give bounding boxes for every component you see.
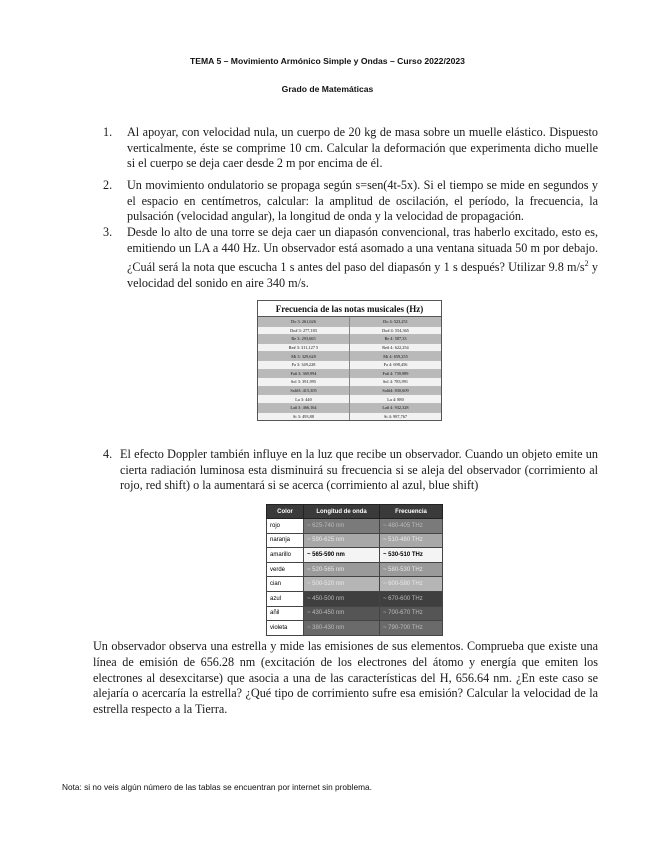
octave-4-cell: Do# 4: 554,365 [350,326,442,335]
color-name-cell: verde [267,562,304,577]
notes-table-row [258,378,441,387]
octave-3-cell: Sol 3: 391,995 [258,378,350,387]
octave-3-cell: Re 3: 293,665 [258,335,350,344]
color-table-row [267,591,443,606]
frequency-cell: ~ 670-600 THz [380,591,443,606]
octave-3-cell: Re# 3: 311,127 5 [258,343,350,352]
octave-3-cell: La 3: 440 [258,395,350,404]
notes-table-row [258,352,441,361]
frequency-cell: ~ 790-700 THz [380,621,443,636]
problem-2-number: 2. [103,178,113,192]
octave-4-cell: Si 4: 987,767 [350,412,442,420]
problem-4-number: 4. [103,447,113,461]
color-table-row [267,621,443,636]
octave-4-cell: La 4: 880 [350,395,442,404]
octave-4-cell: Fa# 4: 739,989 [350,369,442,378]
footer-note: Nota: si no veis algún número de las tablas se encuentran por internet sin problema. [62,782,372,792]
wavelength-column-header: Longitud de onda [304,505,380,519]
color-name-cell: naranja [267,533,304,548]
color-table-row [267,606,443,621]
octave-3-cell: Fa# 3: 369,994 [258,369,350,378]
frequency-cell: ~ 580-530 THz [380,562,443,577]
closing-paragraph: Un observador observa una estrella y mide las emisiones de sus elementos. Comprueba que existe una línea de emisión de 656.28 nm (excitación de los electrones del átomo y energía que emiten los electrones al desexcitarse) que asocia a una de las características del H, 656.64 nm. ¿En este caso se alejaría o acercaría la estrella? ¿Qué tipo de corrimiento sufre esa emisión? Calcular la velocidad de la estrella respecto a la Tierra. [93,639,598,717]
octave-3-cell: Do 3: 261,626 [258,318,350,327]
wavelength-cell: ~ 450-500 nm [304,591,380,606]
color-table-row [267,533,443,548]
octave-4-cell: Sol 4: 783,991 [350,378,442,387]
notes-table-row [258,318,441,327]
color-name-cell: azul [267,591,304,606]
frequency-cell: ~ 510-480 THz [380,533,443,548]
color-name-cell: rojo [267,519,304,534]
color-table-row [267,562,443,577]
octave-4-cell: Re# 4: 622,254 [350,343,442,352]
wavelength-cell: ~ 380-430 nm [304,621,380,636]
octave-3-cell: La# 3: 466,164 [258,403,350,412]
color-name-cell: violeta [267,621,304,636]
octave-4-cell: Do 4: 523,251 [350,318,442,327]
frequency-cell: ~ 480-405 THz [380,519,443,534]
notes-table-row [258,360,441,369]
octave-4-cell: Sol#4: 830,609 [350,386,442,395]
color-table-row [267,519,443,534]
frequency-cell: ~ 530-510 THz [380,548,443,563]
problem-1-number: 1. [103,125,113,139]
problem-3-number: 3. [103,225,113,239]
wavelength-cell: ~ 500-520 nm [304,577,380,592]
notes-table-row [258,369,441,378]
octave-3-cell: Do# 3: 277,183 [258,326,350,335]
octave-4-cell: Fa 4: 698,456 [350,360,442,369]
color-name-cell: añil [267,606,304,621]
document-subtitle: Grado de Matemáticas [281,84,374,94]
problem-4-text: El efecto Doppler también influye en la luz que recibe un observador. Cuando un objeto emite un cierta radiación luminosa esta disminuirá su frecuencia si se aleja del observador (corrimiento al rojo, red shift) o la aumentará si se acerca (corrimiento al azul, blue shift) [120,447,598,493]
frequency-cell: ~ 700-670 THz [380,606,443,621]
color-table-row [267,577,443,592]
problem-3-text: Desde lo alto de una torre se deja caer un diapasón convencional, tras haberlo excitado, esto es, emitiendo un LA a 440 Hz. Un observador está asomado a una ventana situada 50 m por debajo. ¿Cuál será la nota que escucha 1 s antes del paso del diapasón y 1 s después? Utilizar 9.8 $m/s^2$ y velocidad del sonido en aire 340 m/s. [127,225,598,290]
frequency-column-header: Frecuencia [380,505,443,519]
wavelength-cell: ~ 520-565 nm [304,562,380,577]
frequency-cell: ~ 600-580 THz [380,577,443,592]
notes-table-row [258,403,441,412]
octave-4-cell: La# 4: 932,328 [350,403,442,412]
notes-table-row [258,335,441,344]
notes-table-row [258,412,441,420]
octave-4-cell: Re 4: 587,33 [350,335,442,344]
problem-2-text: Un movimiento ondulatorio se propaga según s=sen(4t-5x). Si el tiempo se mide en segundos y el espacio en centímetros, calcular: la amplitud de oscilación, el período, la frecuencia, la pulsación (velocidad angular), la longitud de onda y la velocidad de propagación. [127,178,598,224]
color-table-row [267,548,443,563]
notes-table-row [258,326,441,335]
problem-1-text: Al apoyar, con velocidad nula, un cuerpo de 20 kg de masa sobre un muelle elástico. Dispuesto verticalmente, éste se comprime 10 cm. Calcular la deformación que experimenta dicho muelle si el cuerpo se deja caer desde 2 m por encima de él. [127,125,598,171]
notes-table-row [258,395,441,404]
wavelength-cell: ~ 625-740 nm [304,519,380,534]
color-name-cell: amarillo [267,548,304,563]
wavelength-cell: ~ 565-590 nm [304,548,380,563]
musical-notes-frequency-table [257,300,442,421]
octave-3-cell: Si 3: 493,88 [258,412,350,420]
document-title: TEMA 5 – Movimiento Armónico Simple y Ondas – Curso 2022/2023 [190,56,465,66]
wavelength-cell: ~ 590-625 nm [304,533,380,548]
octave-3-cell: Mi 3: 329,628 [258,352,350,361]
octave-4-cell: Mi 4: 659,255 [350,352,442,361]
octave-3-cell: Fa 3: 349,228 [258,360,350,369]
octave-3-cell: Sol#3: 415,305 [258,386,350,395]
color-column-header: Color [267,505,304,519]
color-name-cell: cian [267,577,304,592]
notes-table-title: Frecuencia de las notas musicales (Hz) [258,301,441,317]
notes-table-row [258,386,441,395]
notes-table-row [258,343,441,352]
light-color-wavelength-table [266,504,443,636]
wavelength-cell: ~ 430-450 nm [304,606,380,621]
